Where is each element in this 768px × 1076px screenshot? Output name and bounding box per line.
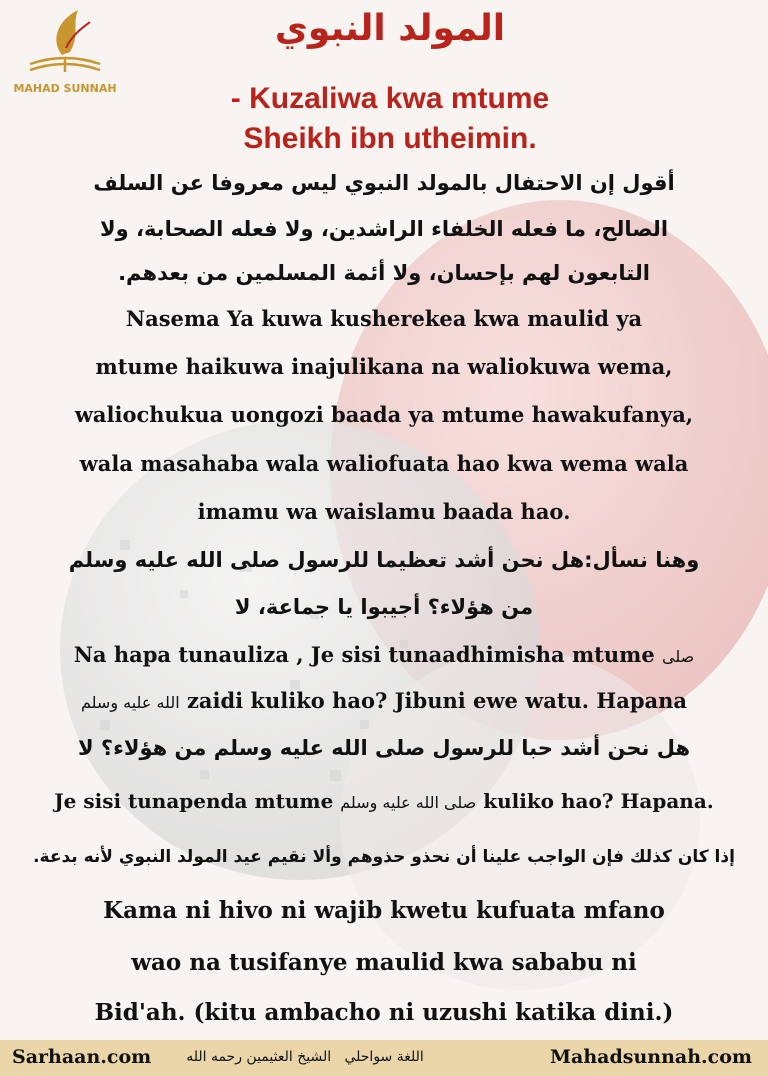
arabic-line: إذا كان كذلك فإن الواجب علينا أن نحذو حذوهم وألا نقيم عيد المولد النبوي لأنه بدعة. [33,847,735,867]
footer-bar [0,1040,768,1076]
swahili-line: imamu wa waislamu baada hao. [197,499,571,524]
swahili-line: wao na tusifanye maulid kwa sababu ni [131,949,637,976]
footer-site-left: Sarhaan.com [12,1046,152,1068]
swahili-line: Nasema Ya kuwa kusherekea kwa maulid ya [125,306,643,331]
arabic-inline: صلى الله عليه وسلم [340,793,477,812]
swahili-line: Bid'ah. (kitu ambacho ni uzushi katika dini.) [94,999,674,1026]
arabic-inline: صلى [662,647,695,666]
swahili-line [20,686,748,718]
swahili-line: Kama ni hivo ni wajib kwetu kufuata mfano [103,897,665,924]
footer-site-right: Mahadsunnah.com [550,1046,752,1068]
title-arabic: المولد النبوي [274,8,506,49]
title-author: Sheikh ibn utheimin. [243,122,537,155]
footer-language: اللغة سواحلي [344,1049,424,1065]
swahili-line: waliochukua uongozi baada ya mtume hawakufanya, [74,402,694,427]
mahad-sunnah-logo [0,0,130,105]
footer-credit [175,1049,435,1065]
arabic-line: التابعون لهم بإحسان، ولا أئمة المسلمين من بعدهم. [118,261,650,285]
arabic-line: وهنا نسأل:هل نحن أشد تعظيما للرسول صلى الله عليه وسلم [68,548,700,572]
footer-author: الشيخ العثيمين رحمه الله [186,1049,332,1065]
swahili-text: Na hapa tunauliza , Je sisi tunaadhimisha mtume [73,642,655,667]
arabic-line: أقول إن الاحتفال بالمولد النبوي ليس معروفا عن السلف [93,171,675,195]
arabic-line: من هؤلاء؟ أجيبوا يا جماعة، لا [234,595,534,619]
arabic-line: الصالح، ما فعله الخلفاء الراشدين، ولا فعله الصحابة، ولا [99,217,669,241]
arabic-line: هل نحن أشد حبا للرسول صلى الله عليه وسلم من هؤلاء؟ لا [77,736,691,760]
title-swahili: - Kuzaliwa kwa mtume [230,82,550,115]
swahili-text: zaidi kuliko hao? Jibuni ewe watu. Hapana [186,688,688,713]
swahili-line: wala masahaba wala waliofuata hao kwa wema wala [79,451,689,476]
swahili-line [20,786,748,818]
swahili-text: Je sisi tunapenda mtume [54,789,334,813]
swahili-line [20,640,748,672]
arabic-inline: الله عليه وسلم [80,693,180,712]
swahili-text: kuliko hao? Hapana. [483,789,714,813]
logo-text: MAHAD SUNNAH [13,82,117,95]
swahili-line: mtume haikuwa inajulikana na waliokuwa wema, [95,354,673,379]
